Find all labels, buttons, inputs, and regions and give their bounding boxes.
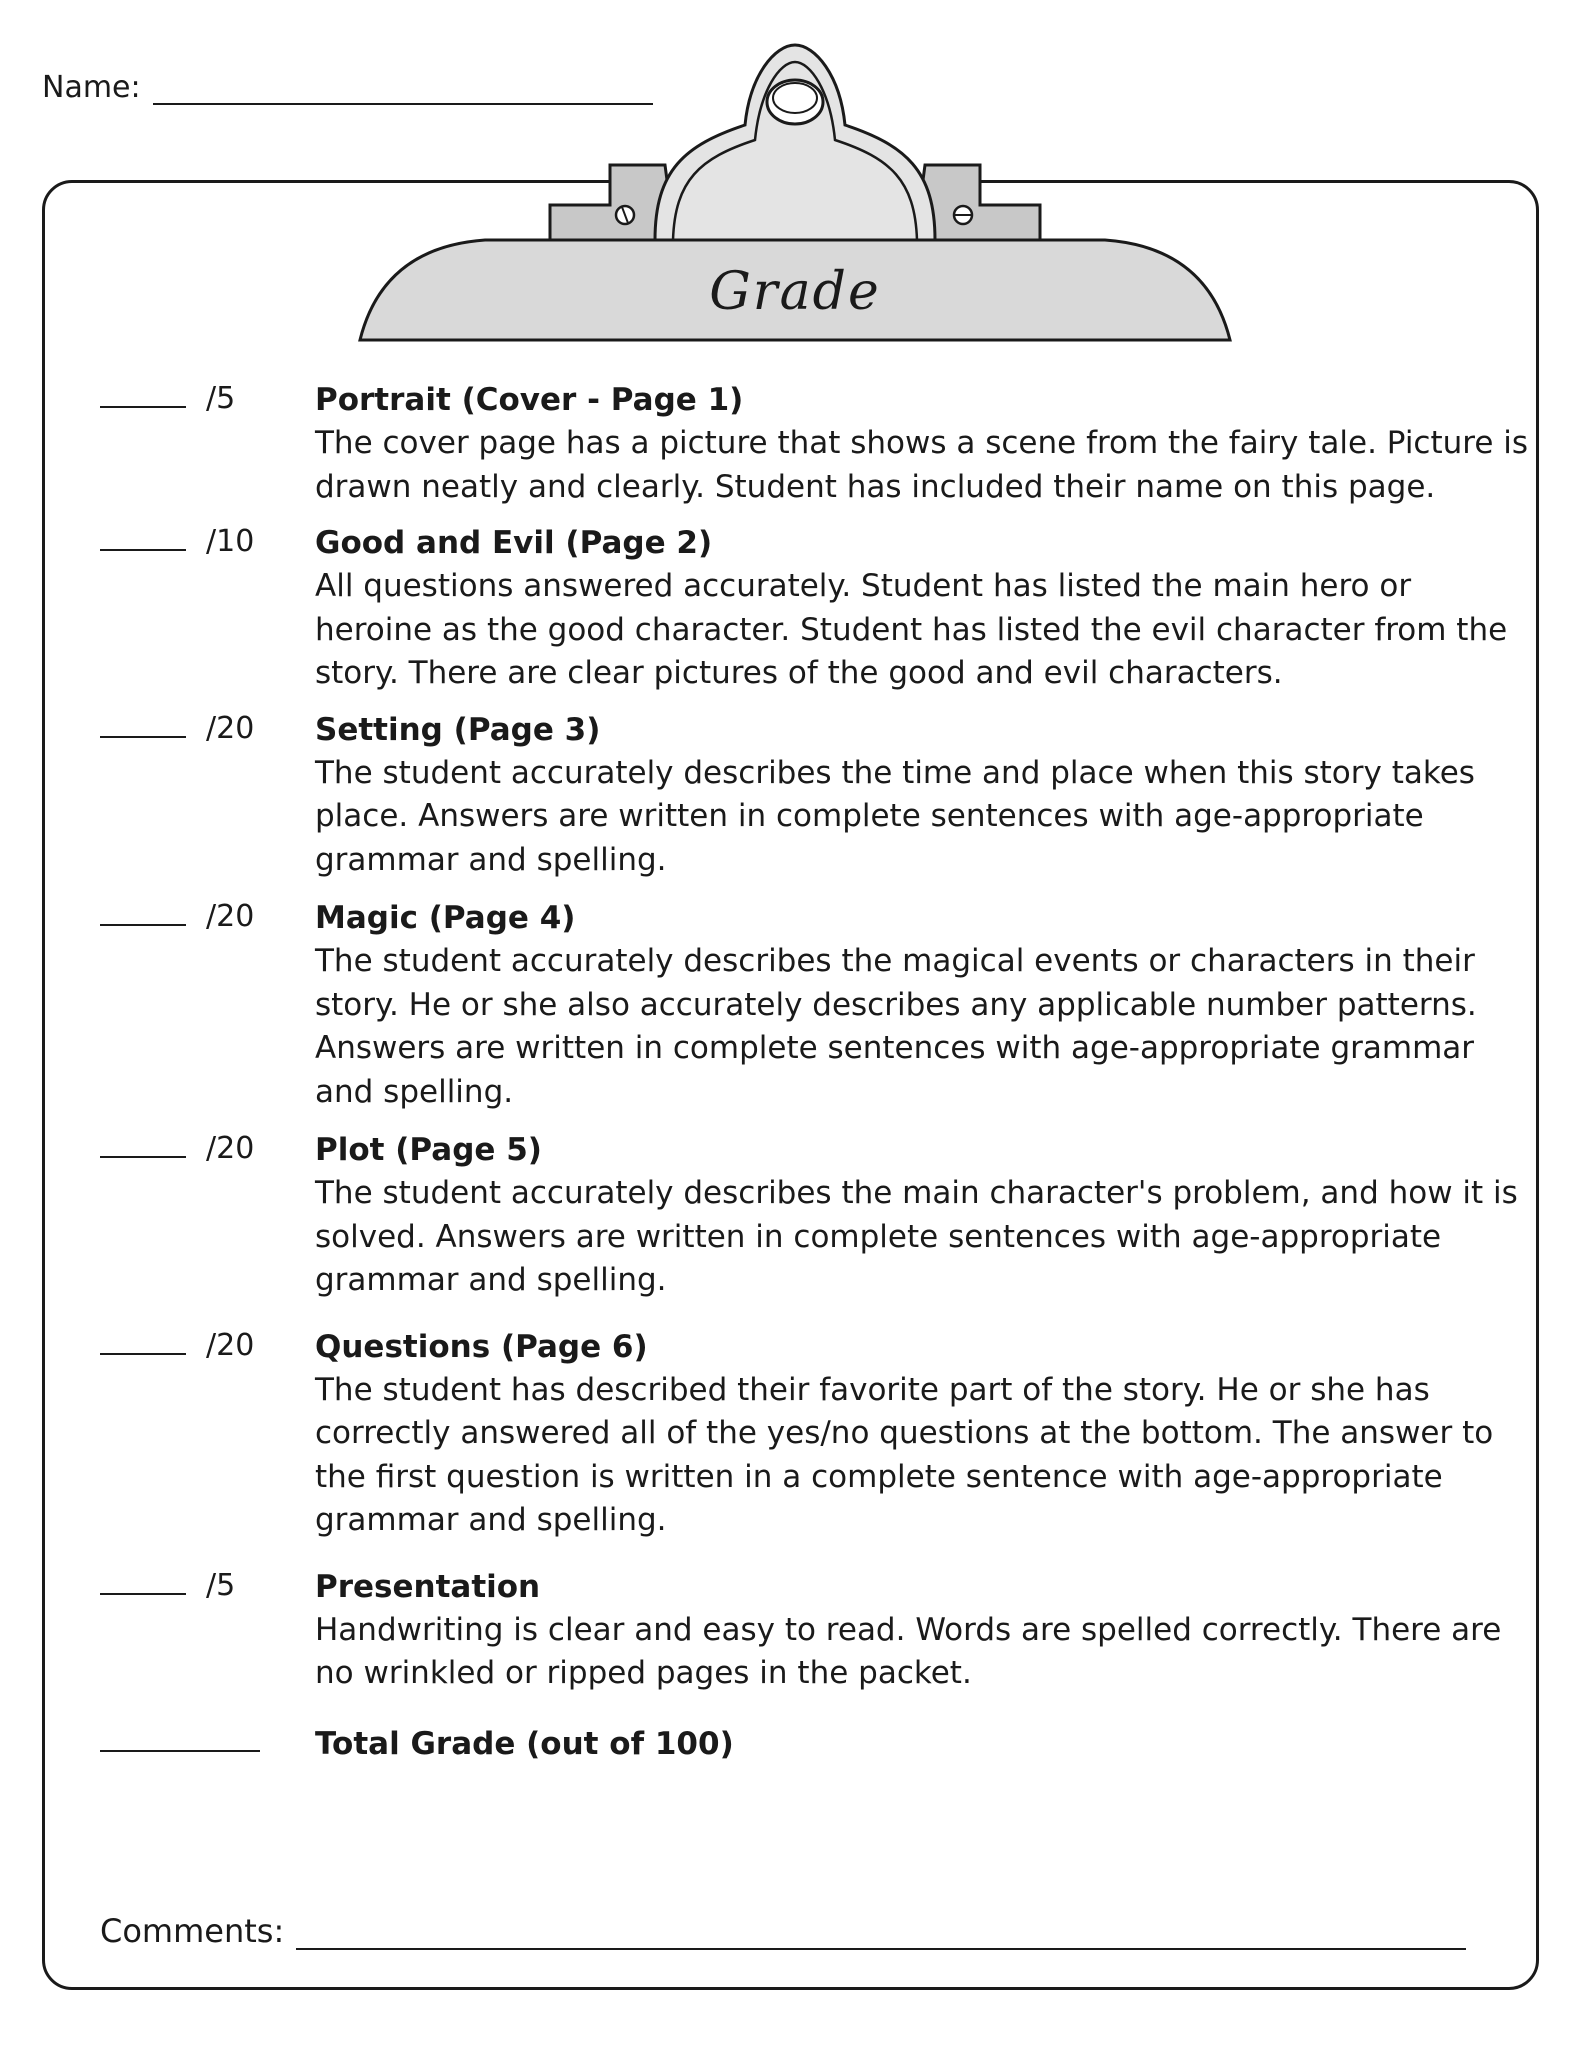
total-score-cell [100,1722,315,1766]
comments-field[interactable] [296,1916,1466,1950]
rubric-item-presentation [100,1565,1540,1696]
item-description: The cover page has a picture that shows a scene from the fairy tale. Picture is drawn neatly and clearly. Student has included their name on this page. [315,425,1529,505]
score-cell [100,896,315,1114]
total-grade-label: Total Grade (out of 100) [315,1725,734,1762]
score-blank[interactable] [100,527,186,551]
score-blank[interactable] [100,384,186,408]
points-max: /20 [206,710,255,746]
score-cell [100,378,315,509]
item-title: Questions (Page 6) [315,1328,648,1365]
comments-row [100,1912,1466,1950]
item-description: The student accurately describes the main character's problem, and how it is solved. Answers are written in complete sentences with age-appropriate grammar and spelling. [315,1175,1518,1298]
points-max: /10 [206,524,255,559]
score-cell [100,521,315,696]
item-title: Good and Evil (Page 2) [315,525,713,561]
item-description: The student accurately describes the time and place when this story takes place. Answers are written in complete sentences with age-appropriate grammar and spelling. [315,754,1475,878]
score-cell [100,1565,315,1696]
rubric-item-questions [100,1325,1540,1543]
item-description: Handwriting is clear and easy to read. Words are spelled correctly. There are no wrinkled or ripped pages in the packet. [315,1611,1502,1691]
points-max: /20 [206,1327,255,1363]
score-blank[interactable] [100,1331,186,1355]
total-score-blank[interactable] [100,1728,260,1752]
item-description: The student has described their favorite part of the story. He or she has correctly answered all of the yes/no questions at the bottom. The answer to the first question is written in a complete sentence with age-appropriate grammar and spelling. [315,1371,1494,1538]
points-max: /5 [206,381,236,416]
score-cell [100,1325,315,1543]
points-max: /20 [206,1131,255,1166]
comments-label: Comments: [100,1912,285,1950]
rubric-item-setting [100,708,1540,883]
score-blank[interactable] [100,1134,186,1158]
item-title: Portrait (Cover - Page 1) [315,382,744,418]
points-max: /5 [206,1567,236,1603]
name-label: Name: [42,70,141,105]
score-blank[interactable] [100,1571,186,1595]
rubric-item-plot [100,1128,1540,1303]
total-grade-row [100,1722,1540,1766]
item-title: Setting (Page 3) [315,711,601,748]
score-cell [100,1128,315,1303]
rubric-item-magic [100,896,1540,1114]
score-cell [100,708,315,883]
item-title: Plot (Page 5) [315,1132,542,1168]
item-title: Magic (Page 4) [315,900,576,936]
score-blank[interactable] [100,902,186,926]
rubric-list [100,378,1540,1766]
clipboard-title: Grade [709,262,881,322]
item-title: Presentation [315,1568,541,1605]
points-max: /20 [206,899,255,934]
rubric-item-portrait [100,378,1540,509]
rubric-item-good-and-evil [100,521,1540,696]
item-description: All questions answered accurately. Student has listed the main hero or heroine as the good character. Student has listed the evil character from the story. There are clear pictures of the good and evil characters. [315,568,1508,691]
score-blank[interactable] [100,714,186,738]
item-description: The student accurately describes the magical events or characters in their story. He or she also accurately describes any applicable number patterns. Answers are written in complete sentences with age-appropriate grammar and spelling. [315,943,1477,1110]
